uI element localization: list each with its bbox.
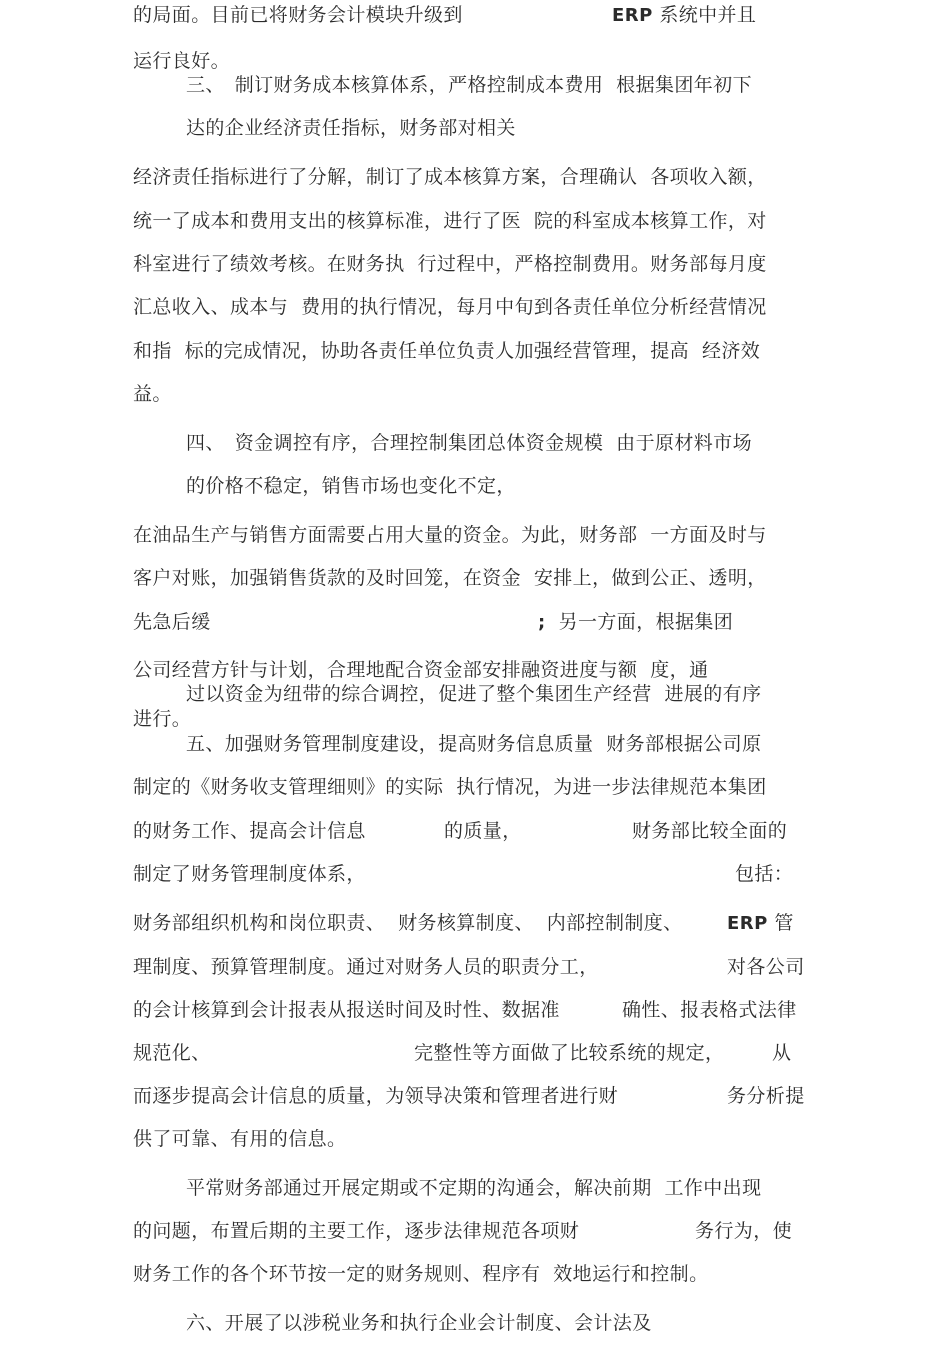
text-line: ERP 系统中并且 bbox=[612, 4, 757, 26]
text-line: 进行。 bbox=[133, 708, 192, 730]
section-heading: 四、 资金调控有序，合理控制集团总体资金规模 由于原材料市场 bbox=[186, 432, 752, 454]
text-line: 完整性等方面做了比较系统的规定， bbox=[414, 1042, 725, 1064]
text-line: 平常财务部通过开展定期或不定期的沟通会，解决前期 工作中出现 bbox=[186, 1177, 762, 1199]
text-line: 经济责任指标进行了分解，制订了成本核算方案，合理确认 各项收入额， bbox=[133, 166, 767, 188]
text-line: 供了可靠、有用的信息。 bbox=[133, 1128, 347, 1150]
text-line: ERP 管 bbox=[727, 912, 794, 934]
section-heading: 六、开展了以涉税业务和执行企业会计制度、会计法及 bbox=[186, 1312, 652, 1334]
text-line: 客户对账，加强销售货款的及时回笼，在资金 安排上，做到公正、透明， bbox=[133, 567, 767, 589]
text-line: 的会计核算到会计报表从报送时间及时性、数据准 bbox=[133, 999, 560, 1021]
text-line: 务分析提 bbox=[727, 1085, 805, 1107]
text-line: 而逐步提高会计信息的质量，为领导决策和管理者进行财 bbox=[133, 1085, 619, 1107]
text-line: 运行良好。 bbox=[133, 50, 231, 72]
text-line: 益。 bbox=[133, 383, 172, 405]
text-line: 财务工作的各个环节按一定的财务规则、程序有 效地运行和控制。 bbox=[133, 1263, 709, 1285]
text-line: 制定的《财务收支管理细则》的实际 执行情况，为进一步法律规范本集团 bbox=[133, 776, 767, 798]
text-line: 包括： bbox=[735, 863, 794, 885]
text-line: 的质量， bbox=[444, 820, 522, 842]
text-line: 的财务工作、提高会计信息 bbox=[133, 820, 366, 842]
text-line: 汇总收入、成本与 费用的执行情况，每月中旬到各责任单位分析经营情况 bbox=[133, 296, 767, 318]
section-heading: 五、加强财务管理制度建设，提高财务信息质量 财务部根据公司原 bbox=[186, 733, 762, 755]
section-heading: 三、 制订财务成本核算体系，严格控制成本费用 根据集团年初下 bbox=[186, 74, 752, 96]
text-line: 的局面。目前已将财务会计模块升级到 bbox=[133, 4, 463, 26]
text-line: 财务部组织机构和岗位职责、 财务核算制度、 内部控制制度、 bbox=[133, 912, 683, 934]
text-line: 规范化、 bbox=[133, 1042, 211, 1064]
text-line: 公司经营方针与计划，合理地配合资金部安排融资进度与额 度，通 bbox=[133, 659, 709, 681]
text-line: 财务部比较全面的 bbox=[632, 820, 788, 842]
text-line: 从 bbox=[772, 1042, 792, 1064]
text-line: 在油品生产与销售方面需要占用大量的资金。为此，财务部 一方面及时与 bbox=[133, 524, 767, 546]
text-line: 对各公司 bbox=[727, 956, 805, 978]
text-line: 统一了成本和费用支出的核算标准，进行了医 院的科室成本核算工作，对 bbox=[133, 210, 767, 232]
text-line: 科室进行了绩效考核。在财务执 行过程中，严格控制费用。财务部每月度 bbox=[133, 253, 767, 275]
text-line: 的价格不稳定，销售市场也变化不定， bbox=[186, 475, 516, 497]
text-line: 的问题，布置后期的主要工作，逐步法律规范各项财 bbox=[133, 1220, 580, 1242]
text-line: 过以资金为纽带的综合调控，促进了整个集团生产经营 进展的有序 bbox=[186, 683, 762, 705]
text-line: 务行为，使 bbox=[695, 1220, 793, 1242]
text-line: 先急后缓 bbox=[133, 611, 211, 633]
text-line: ; 另一方面，根据集团 bbox=[538, 611, 734, 633]
text-line: 确性、报表格式法律 bbox=[622, 999, 797, 1021]
text-line: 达的企业经济责任指标，财务部对相关 bbox=[186, 117, 516, 139]
text-line: 和指 标的完成情况，协助各责任单位负责人加强经营管理，提高 经济效 bbox=[133, 340, 761, 362]
text-line: 制定了财务管理制度体系， bbox=[133, 863, 366, 885]
text-line: 理制度、预算管理制度。通过对财务人员的职责分工， bbox=[133, 956, 599, 978]
